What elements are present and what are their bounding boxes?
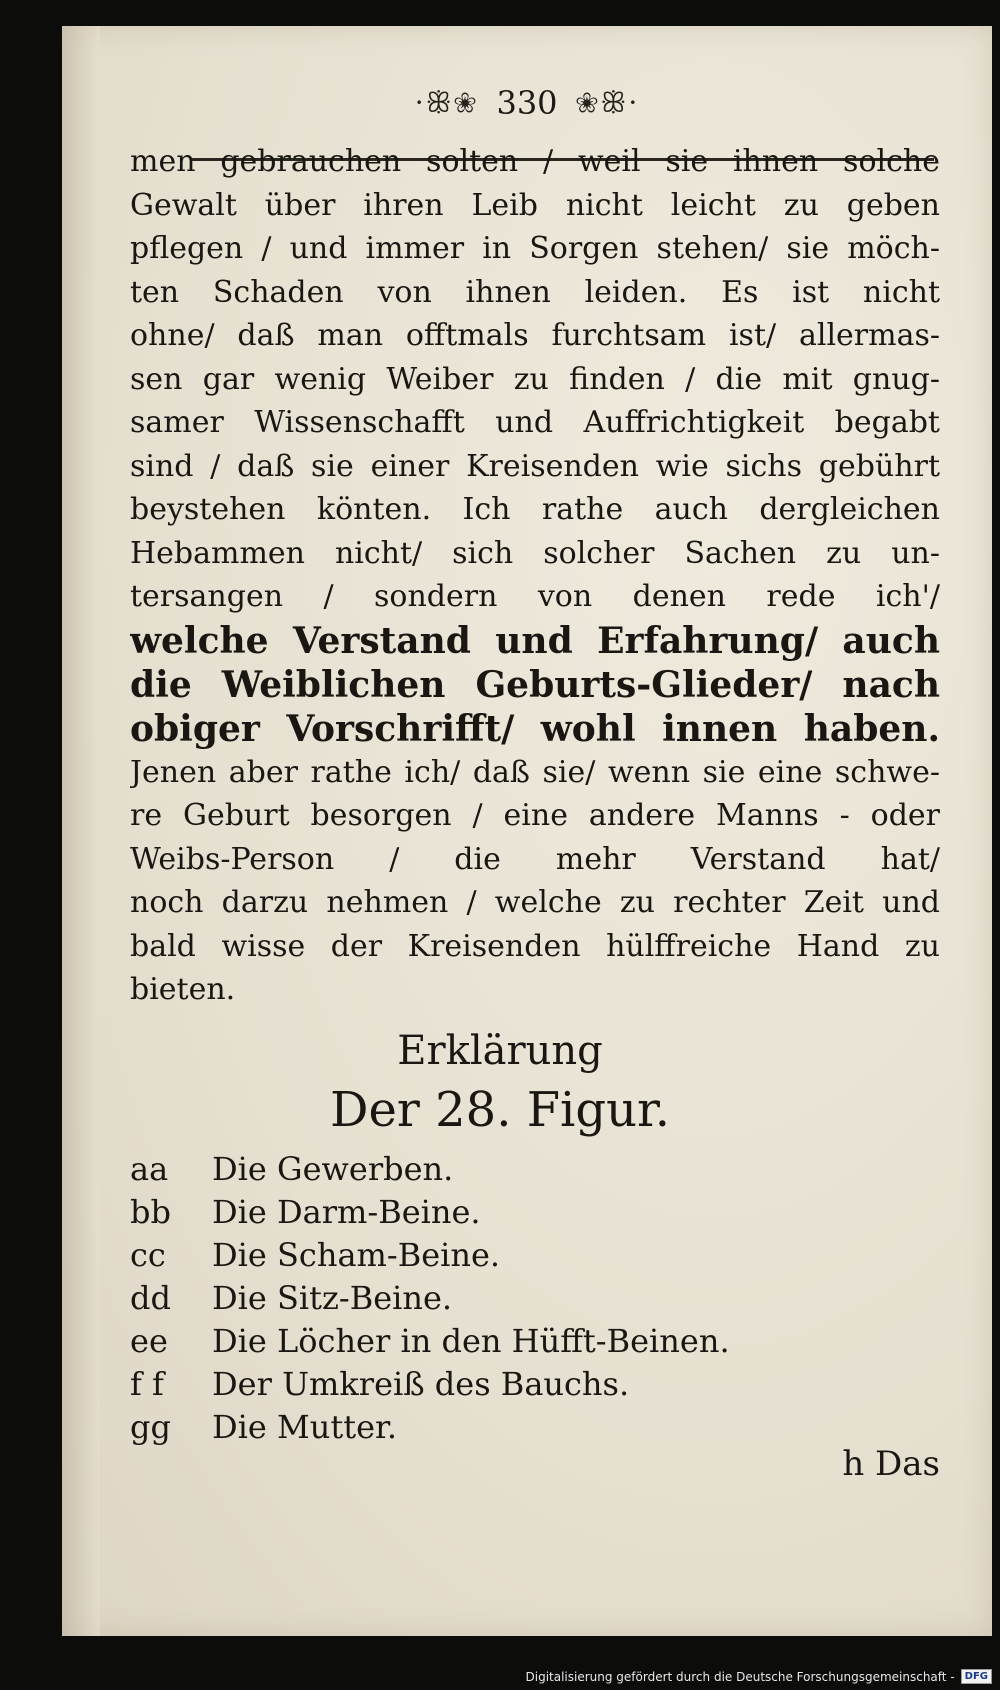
body-line: samer Wissenschafft und Auffrichtigkeit begabt <box>130 405 940 440</box>
figure-legend <box>130 1148 890 1449</box>
body-line: noch darzu nehmen / welche zu rechter Zeit und <box>130 885 940 920</box>
catchword: h Das <box>842 1444 940 1484</box>
section-heading: Erklärung <box>397 1028 603 1074</box>
legend-item <box>130 1363 890 1406</box>
legend-key: bb <box>130 1193 171 1231</box>
page-header <box>62 78 992 128</box>
legend-key: gg <box>130 1408 171 1446</box>
page-number: 330 <box>496 84 558 122</box>
legend-key: ee <box>130 1322 168 1360</box>
legend-text: Die Darm-Beine. <box>212 1193 481 1231</box>
body-line-emphasis: die Weiblichen Geburts-Glieder/ nach <box>130 663 940 706</box>
legend-item <box>130 1148 890 1191</box>
body-line-emphasis: welche Verstand und Erfahrung/ auch <box>130 619 940 662</box>
legend-text: Die Löcher in den Hüfft-Beinen. <box>212 1322 730 1360</box>
header-ornament-left: ·ꕥ❀ <box>414 86 479 119</box>
body-line: sind / daß sie einer Kreisenden wie sichs gebührt <box>130 448 940 484</box>
legend-key: dd <box>130 1279 171 1317</box>
body-line: Weibs-Person / die mehr Verstand hat/ <box>130 841 940 877</box>
page-gutter-shadow <box>62 26 100 1636</box>
legend-text: Die Gewerben. <box>212 1150 454 1188</box>
body-line-emphasis: obiger Vorschrifft/ wohl innen haben. <box>130 707 940 750</box>
body-line: Gewalt über ihren Leib nicht leicht zu geben <box>130 187 940 223</box>
legend-item <box>130 1234 890 1277</box>
legend-item <box>130 1191 890 1234</box>
legend-item <box>130 1277 890 1320</box>
legend-text: Der Umkreiß des Bauchs. <box>212 1365 630 1403</box>
legend-key: cc <box>130 1236 166 1274</box>
body-line: ten Schaden von ihnen leiden. Es ist nicht <box>130 274 940 310</box>
digitization-footer <box>526 1669 993 1684</box>
body-line: bald wisse der Kreisenden hülffreiche Hand zu <box>130 928 940 964</box>
dfg-logo: DFG <box>961 1669 992 1684</box>
body-line: men gebrauchen solten / weil sie ihnen solche <box>130 144 940 179</box>
body-paragraph <box>130 140 940 1012</box>
legend-text: Die Scham-Beine. <box>212 1236 501 1274</box>
legend-text: Die Sitz-Beine. <box>212 1279 453 1317</box>
body-line: beystehen könten. Ich rathe auch dergleichen <box>130 492 940 527</box>
header-ornament-right: ❀ꕥ· <box>575 86 640 119</box>
body-line: pflegen / und immer in Sorgen stehen/ sie möch- <box>130 231 940 266</box>
body-line: re Geburt besorgen / eine andere Manns - oder <box>130 798 940 833</box>
section-subheading: Der 28. Figur. <box>330 1082 670 1138</box>
body-line: tersangen / sondern von denen rede ich'/ <box>130 579 940 614</box>
legend-item <box>130 1320 890 1363</box>
body-line: Hebammen nicht/ sich solcher Sachen zu un- <box>130 535 940 571</box>
legend-item <box>130 1406 890 1449</box>
footer-text: Digitalisierung gefördert durch die Deutsche Forschungsgemeinschaft - <box>525 1669 955 1684</box>
legend-key: f f <box>130 1365 164 1403</box>
body-line: ohne/ daß man offtmals furchtsam ist/ allermas- <box>130 318 940 353</box>
legend-text: Die Mutter. <box>212 1408 397 1446</box>
body-line: sen gar wenig Weiber zu finden / die mit gnug- <box>130 361 940 397</box>
body-line-last: bieten. <box>130 972 236 1007</box>
legend-key: aa <box>130 1150 169 1188</box>
body-line: Jenen aber rathe ich/ daß sie/ wenn sie eine schwe- <box>130 754 940 790</box>
